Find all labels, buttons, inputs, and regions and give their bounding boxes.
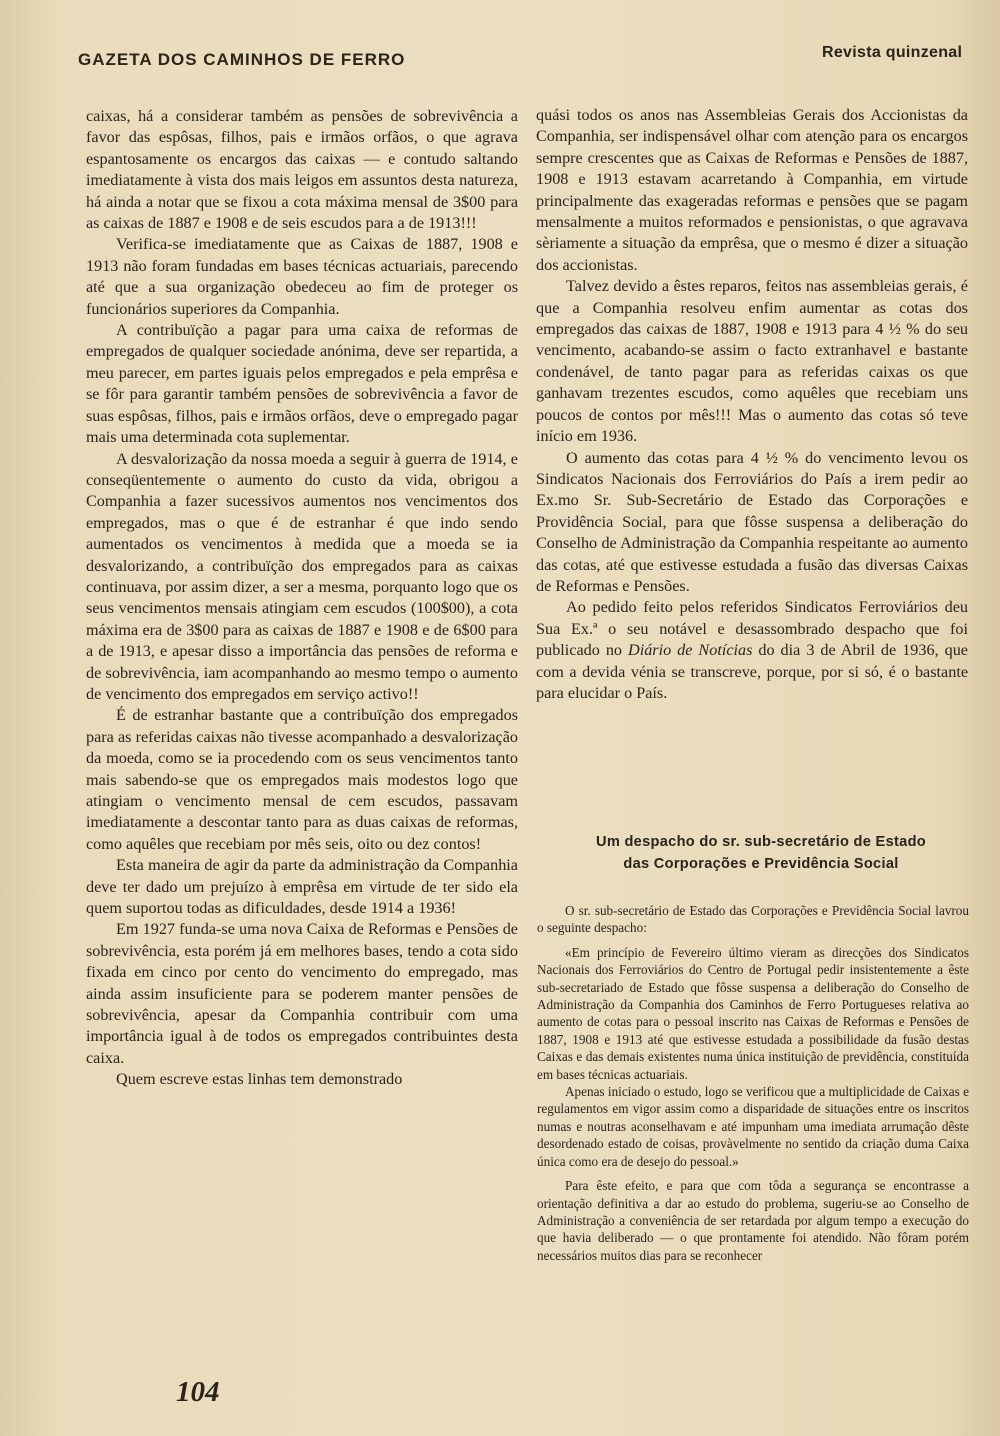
dispatch-paragraph: Apenas iniciado o estudo, logo se verificou que a multiplicidade de Caixas e regulamentos em vigor assim como a disparidade de situações entre os inscritos numas e noutras aconselhavam e até impunham uma imediata arrumação dêste desordenado estado de coisas, provàvelmente no sentido da criação duma Caixa única como era de desejo do pessoal.»: [537, 1084, 969, 1169]
newspaper-name: Diário de Notícias: [628, 641, 753, 660]
paragraph: Em 1927 funda-se uma nova Caixa de Reformas e Pensões de sobrevivência, esta porém já em melhores bases, tendo a cota sido fixada em cinco por cento do vencimento do empregado, mas ainda assim insuficiente para se poderem manter pensões de sobrevivência, apesar da Companhia contribuir com uma importância igual à de todos os empregados contribuintes desta caixa.: [86, 920, 518, 1067]
publication-subtitle: Revista quinzenal: [822, 44, 963, 61]
section-heading-line: das Corporações e Previdência Social: [623, 856, 899, 872]
paragraph: Verifica-se imediatamente que as Caixas de 1887, 1908 e 1913 não foram fundadas em bases técnicas actuariais, parecendo até que a sua organização obedeceu ao fim de proteger os funcionários superiores da Companhia.: [86, 235, 518, 318]
section-heading-line: Um despacho do sr. sub-secretário de Estado: [596, 834, 926, 850]
paragraph: A contribuïção a pagar para uma caixa de reformas de empregados de qualquer sociedade anónima, deve ser repartida, a meu parecer, em partes iguais pelos empregados e pela emprêsa e se fôr para garantir também pensões de sobrevivência a favor de suas espôsas, filhos, pais e irmãos orfãos, deve o empregado pagar mais uma determinada cota suplementar.: [86, 321, 518, 447]
paragraph: [536, 597, 968, 704]
dispatch-paragraph: Para êste efeito, e para que com tôda a segurança se encontrasse a orientação definitiva a dar ao estudo do problema, sugeriu-se ao Conselho de Administração a conveniência de ser retardada por algum tempo a execução do que havia deliberado — o que prontamente foi atendido. Não fôram porém necessários muitos dias para se reconhecer: [537, 1178, 969, 1263]
paragraph-text: Ao pedido feito pelos referidos Sindicatos Ferroviários deu Sua Ex.ª o seu notável e desassombrado despacho que foi publicado no: [536, 598, 968, 660]
page-number: 104: [176, 1376, 220, 1408]
paragraph: quási todos os anos nas Assembleias Gerais dos Accionistas da Companhia, ser indispensável olhar com atenção para os encargos sempre crescentes que as Caixas de Reformas e Pensões de 1887, 1908 e 1913 estavam acarretando à Companhia, em virtude principalmente das exageradas reformas e pensões que se pagam mensalmente a muitos reformados e pensionistas, o que agravava sèriamente a situação da emprêsa, que o mesmo é dizer a situação dos accionistas.: [536, 106, 968, 274]
paragraph-text: do dia 3 de Abril de 1936, que com a devida vénia se transcreve, porque, por si só, é o bastante para elucidar o País.: [536, 641, 968, 702]
dispatch-text: [537, 902, 969, 1264]
publication-title: GAZETA DOS CAMINHOS DE FERRO: [78, 50, 406, 69]
dispatch-paragraph: «Em princípio de Fevereiro último vieram as direcções dos Sindicatos Nacionais dos Ferroviários do Centro de Portugal pedir insistentemente a êste sub-secretariado de Estado que fôsse suspensa a deliberação do Conselho de Administração da Companhia dos Caminhos de Ferro Portugueses relativa ao aumento de cotas para o pessoal inscrito nas Caixas de Reformas e Pensões de 1887, 1908 e 1913 até que estivesse estudada a possibilidade da fusão destas Caixas e das demais existentes numa única instituição de previdência, constituída em bases técnicas actuariais.: [537, 944, 969, 1082]
section-heading: [555, 831, 967, 875]
paragraph: É de estranhar bastante que a contribuïção dos empregados para as referidas caixas não tivesse acompanhado a desvalorização da moeda, como se ia procedendo com os seus vencimentos tanto mais sabendo-se que os empregados mais modestos logo que atingiam o vencimento mensal de cem escudos, passavam imediatamente a descontar tanto para as duas caixas de reformas, como aquêles que recebiam por mês seis, oito ou dez contos!: [86, 706, 518, 853]
paragraph: Quem escreve estas linhas tem demonstrado: [116, 1070, 403, 1089]
left-column: [86, 106, 518, 1091]
paragraph: Talvez devido a êstes reparos, feitos nas assembleias gerais, é que a Companhia resolveu enfim aumentar as cotas dos empregados das caixas de 1887, 1908 e 1913 para 4 ½ % do seu vencimento, acabando-se assim o facto extranhavel e bastante condenável, de tanto pagar para as referidas caixas os que ganhavam trezentes escudos, como aquêles que recebiam uns poucos de contos por mês!!! Mas o aumento das cotas só teve início em 1936.: [536, 277, 968, 446]
dispatch-intro: O sr. sub-secretário de Estado das Corporações e Previdência Social lavrou o seguinte despacho:: [537, 903, 969, 936]
right-column: [536, 105, 968, 704]
paragraph: caixas, há a considerar também as pensões de sobrevivência a favor das espôsas, filhos, pais e irmãos orfãos, o que agrava espantosamente os encargos das caixas — e contudo saltando imediatamente à vista dos mais leigos em assuntos desta natureza, há ainda a notar que se fixou a cota máxima mensal de 3$00 para as caixas de 1887 e 1908 e de seis escudos para a de 1913!!!: [86, 107, 518, 233]
paragraph: Esta maneira de agir da parte da administração da Companhia deve ter dado um prejuízo à emprêsa em virtude de ter sido ela quem suportou todas as dificuldades, desde 1914 a 1936!: [86, 856, 518, 918]
paragraph: A desvalorização da nossa moeda a seguir à guerra de 1914, e conseqüentemente o aumento do custo da vida, obrigou a Companhia a fazer sucessivos aumentos nos vencimentos dos empregados, mas o que é de estranhar é que indo sendo aumentados os vencimentos à medida que a moeda se ia desvalorizando, a contribuïção dos empregados para as caixas continuava, por assim dizer, a ser a mesma, porquanto logo que os seus vencimentos mensais atingiam cem escudos (100$00), a cota máxima era de 3$00 para as caixas de 1887 e 1908 e de 6$00 para a de 1913, e apesar disso a importância das pensões de reforma e de sobrevivência, iam acompanhando ao mesmo tempo o aumento de vencimento dos empregados em serviço activo!!: [86, 449, 518, 703]
paragraph: O aumento das cotas para 4 ½ % do vencimento levou os Sindicatos Nacionais dos Ferroviários do País a irem pedir ao Ex.mo Sr. Sub-Secretário de Estado das Corporações e Providência Social, para que fôsse suspensa a deliberação do Conselho de Administração da Companhia respeitante ao aumento das cotas, até que estivesse estudada a fusão das diversas Caixas de Reformas e Pensões.: [536, 448, 968, 595]
